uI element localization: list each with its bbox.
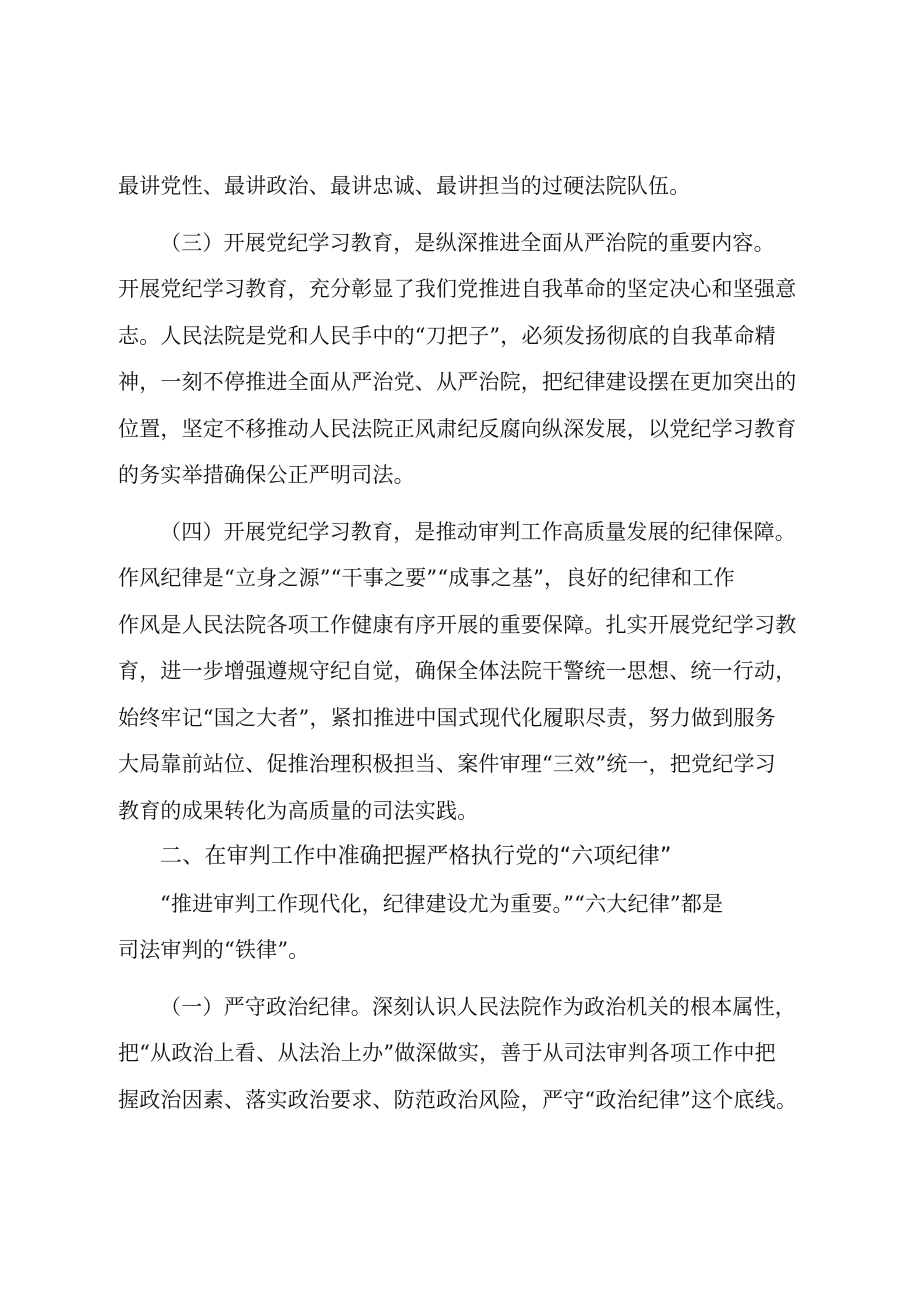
paragraph-4-line: 育，进一步增强遵规守纪自觉，确保全体法院干警统一思想、统一行动， — [118, 659, 797, 683]
paragraph-3-line: 位置，坚定不移推动人民法院正风肃纪反腐向纵深发展，以党纪学习教育 — [118, 416, 797, 441]
text-line-continuation: 最讲党性、最讲政治、最讲忠诚、最讲担当的过硬法院队伍。 — [118, 174, 691, 198]
intro-last-line: 司法审判的“铁律”。 — [118, 938, 310, 962]
paragraph-3-line: 志。人民法院是党和人民手中的“刀把子”，必须发扬彻底的自我革命精 — [118, 323, 776, 348]
document-body — [118, 168, 823, 1128]
paragraph-political-line: 把“从政治上看、从法治上办”做深做实，善于从司法审判各项工作中把 — [118, 1041, 776, 1065]
paragraph-4-first-line: （四）开展党纪学习教育，是推动审判工作高质量发展的纪律保障。 — [160, 519, 796, 544]
paragraph-gap — [118, 215, 823, 225]
paragraph-3-first-line: （三）开展党纪学习教育，是纵深推进全面从严治院的重要内容。 — [160, 230, 775, 255]
paragraph-3-line: 开展党纪学习教育，充分彰显了我们党推进自我革命的坚定决心和坚强意 — [118, 277, 797, 301]
paragraph-3-line: 神，一刻不停推进全面从严治党、从严治院，把纪律建设摆在更加突出的 — [118, 370, 797, 394]
paragraph-4-line: 作风纪律是“立身之源”“干事之要”“成事之基”，良好的纪律和工作 — [118, 566, 735, 590]
paragraph-4-line: 始终牢记“国之大者”，紧扣推进中国式现代化履职尽责，努力做到服务 — [118, 705, 776, 730]
paragraph-gap — [118, 979, 823, 989]
paragraph-4-last-line: 教育的成果转化为高质量的司法实践。 — [118, 798, 479, 823]
intro-first-line: “推进审判工作现代化，纪律建设尤为重要。”“六大纪律”都是 — [160, 891, 724, 916]
paragraph-political-first-line: （一）严守政治纪律。深刻认识人民法院作为政治机关的根本属性， — [160, 994, 796, 1019]
paragraph-gap — [118, 504, 823, 514]
paragraph-4-line: 作风是人民法院各项工作健康有序开展的重要保障。扎实开展党纪学习教 — [118, 612, 797, 637]
section-heading: 二、在审判工作中准确把握严格执行党的“六项纪律” — [160, 844, 672, 869]
paragraph-3-last-line: 的务实举措确保公正严明司法。 — [118, 463, 415, 487]
paragraph-political-last-line: 握政治因素、落实政治要求、防范政治风险，严守“政治纪律”这个底线。 — [118, 1087, 798, 1112]
paragraph-4-line: 大局靠前站位、促推治理积极担当、案件审理“三效”统一，把党纪学习 — [118, 752, 776, 776]
